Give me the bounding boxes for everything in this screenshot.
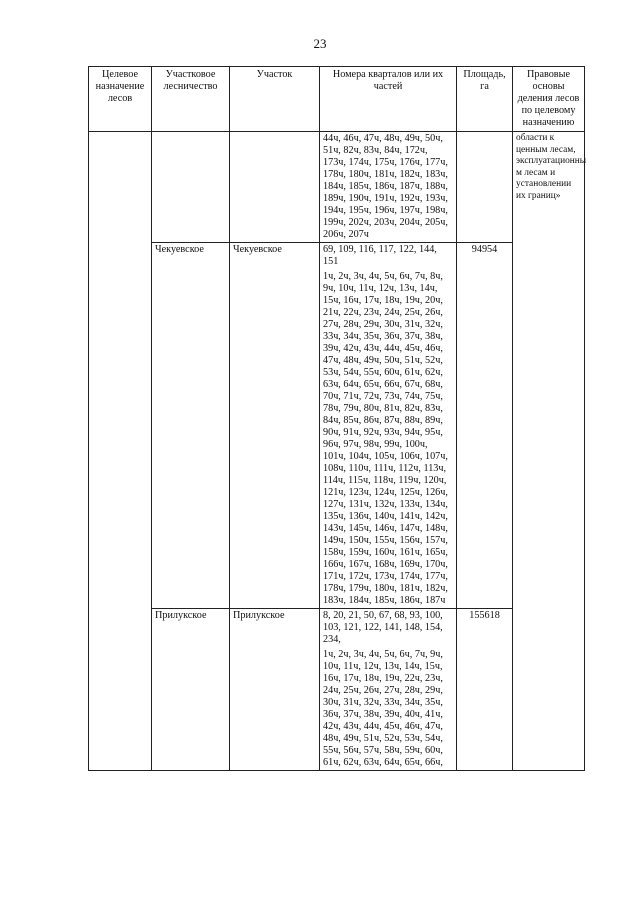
header-area: Площадь, га [457, 67, 513, 132]
legal-cell: области к ценным лесам, эксплуатационны м лесам и установлении их границ» [513, 132, 585, 771]
header-plot: Участок [230, 67, 320, 132]
table-row [89, 609, 585, 771]
forest-division-table [88, 66, 585, 771]
forestry-cell [152, 132, 230, 243]
quarters-parts: 1ч, 2ч, 3ч, 4ч, 5ч, 6ч, 7ч, 8ч, 9ч, 10ч, 11ч, 12ч, 13ч, 14ч, 15ч, 16ч, 17ч, 18ч, 19ч, 20ч, 21ч, 22ч, 23ч, 24ч, 25ч, 26ч, 27ч, 28ч, 29ч, 30ч, 31ч, 32ч, 33ч, 34ч, 35ч, 36ч, 37ч, 38ч, 39ч, 42ч, 43ч, 44ч, 45ч, 46ч, 47ч, 48ч, 49ч, 50ч, 51ч, 52ч, 53ч, 54ч, 55ч, 60ч, 61ч, 62ч, 63ч, 64ч, 65ч, 66ч, 67ч, 68ч, 70ч, 71ч, 72ч, 73ч, 74ч, 75ч, 78ч, 79ч, 80ч, 81ч, 82ч, 83ч, 84ч, 85ч, 86ч, 87ч, 88ч, 89ч, 90ч, 91ч, 92ч, 93ч, 94ч, 95ч, 96ч, 97ч, 98ч, 99ч, 100ч, 101ч, 104ч, 105ч, 106ч, 107ч, 108ч, 110ч, 111ч, 112ч, 113ч, 114ч, 115ч, 118ч, 119ч, 120ч, 121ч, 123ч, 124ч, 125ч, 126ч, 127ч, 131ч, 132ч, 133ч, 134ч, 135ч, 136ч, 140ч, 141ч, 142ч, 143ч, 145ч, 146ч, 147ч, 148ч, 149ч, 150ч, 155ч, 156ч, 157ч, 158ч, 159ч, 160ч, 161ч, 165ч, 166ч, 167ч, 168ч, 169ч, 170ч, 171ч, 172ч, 173ч, 174ч, 177ч, 178ч, 179ч, 180ч, 181ч, 182ч, 183ч, 184ч, 185ч, 186ч, 187ч [323, 271, 448, 606]
header-district-forestry: Участковое лесничество [152, 67, 230, 132]
plot-cell [230, 132, 320, 243]
quarters-main: 69, 109, 116, 117, 122, 144, 151 [323, 244, 437, 267]
quarters-parts: 1ч, 2ч, 3ч, 4ч, 5ч, 6ч, 7ч, 9ч, 10ч, 11ч, 12ч, 13ч, 14ч, 15ч, 16ч, 17ч, 18ч, 19ч, 22ч, 23ч, 24ч, 25ч, 26ч, 27ч, 28ч, 29ч, 30ч, 31ч, 32ч, 33ч, 34ч, 35ч, 36ч, 37ч, 38ч, 39ч, 40ч, 41ч, 42ч, 43ч, 44ч, 45ч, 46ч, 47ч, 48ч, 49ч, 51ч, 52ч, 53ч, 54ч, 55ч, 56ч, 57ч, 58ч, 59ч, 60ч, 61ч, 62ч, 63ч, 64ч, 65ч, 66ч, [323, 649, 443, 768]
area-cell [457, 132, 513, 243]
quarters-cell [320, 243, 457, 609]
header-legal: Правовые основы деления лесов по целевому назначению [513, 67, 585, 132]
forestry-cell: Прилукское [152, 609, 230, 771]
quarters-main: 8, 20, 21, 50, 67, 68, 93, 100, 103, 121, 122, 141, 148, 154, 234, [323, 610, 443, 645]
area-cell: 155618 [457, 609, 513, 771]
area-cell: 94954 [457, 243, 513, 609]
purpose-cell [89, 132, 152, 771]
quarters-cell [320, 609, 457, 771]
table-header-row [89, 67, 585, 132]
quarters-parts: 44ч, 46ч, 47ч, 48ч, 49ч, 50ч, 51ч, 82ч, 83ч, 84ч, 172ч, 173ч, 174ч, 175ч, 176ч, 177ч, 178ч, 180ч, 181ч, 182ч, 183ч, 184ч, 185ч, 186ч, 187ч, 188ч, 189ч, 190ч, 191ч, 192ч, 193ч, 194ч, 195ч, 196ч, 197ч, 198ч, 199ч, 202ч, 203ч, 204ч, 205ч, 206ч, 207ч [323, 133, 448, 240]
table-row [89, 132, 585, 243]
plot-cell: Чекуевское [230, 243, 320, 609]
forestry-cell: Чекуевское [152, 243, 230, 609]
table-row [89, 243, 585, 609]
quarters-cell [320, 132, 457, 243]
header-quarters: Номера кварталов или их частей [320, 67, 457, 132]
page-number: 23 [313, 36, 327, 51]
header-purpose: Целевое назначение лесов [89, 67, 152, 132]
plot-cell: Прилукское [230, 609, 320, 771]
